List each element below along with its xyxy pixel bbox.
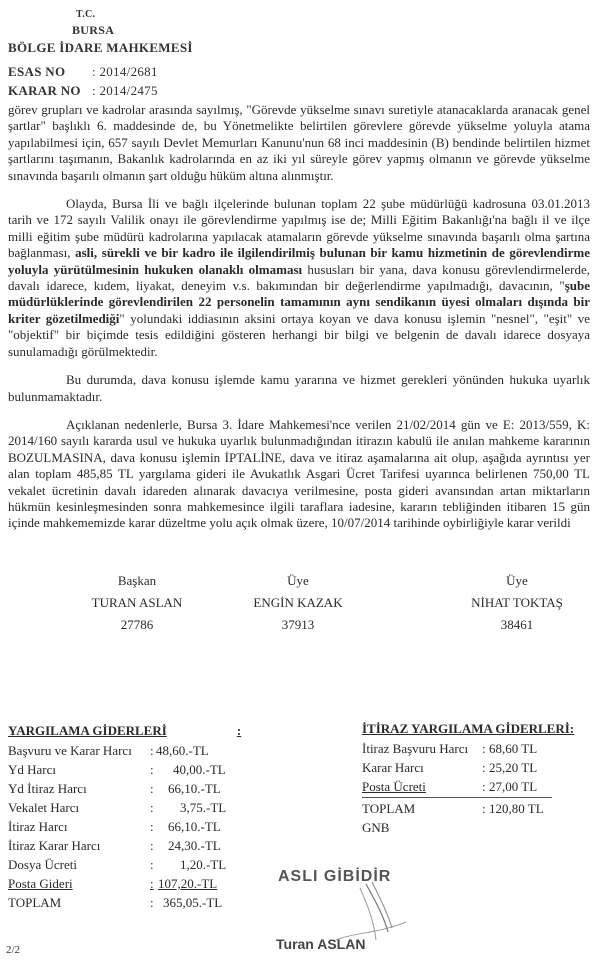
signature-role: Üye [287,573,309,588]
paragraph-3: Bu durumda, dava konusu işlemde kamu yararına ve hizmet gerekleri yönünden hukuka uyarlık bulunmamaktadır. [8,372,590,404]
paragraph-2-part-c: hususları bir yana, dava konusu görevlendirmelerde, davalı idarece, kıdem, liyakat, deneyim v.s. bakımından bir değerlendirme yapılmadığı, davacının, " [8,261,590,294]
esas-label: ESAS NO [8,64,66,79]
header-city: BURSA [72,23,115,37]
signature-name: TURAN ASLAN [91,595,183,610]
cost-row: İtiraz Karar Harcı : 24,30.-TL [8,838,221,853]
cost-row-total: TOPLAM : 365,05.-TL [8,895,223,910]
paragraph-2-part-d: " yolundaki iddiasının aksini ortaya koyan ve dava konusu işlemin "nesnel", "eşit" ve "objektif" bir biçimde tesis edildiğini gösteren herhangi bir bilgi ve belgenin de davalı idarece dosyaya sunulamadığı görülmektedir. [8,310,590,359]
signature-president [52,570,222,636]
total-divider [362,797,552,798]
esas-value: : 2014/2681 [92,64,158,79]
signature-member-2 [432,570,600,636]
header-court-name: BÖLGE İDARE MAHKEMESİ [8,40,193,55]
costs-left-title: YARGILAMA GİDERLERİ : [8,723,242,738]
signature-role: Üye [506,573,528,588]
paragraph-2 [8,196,590,360]
signature-id: 38461 [500,617,534,632]
body-text [8,102,590,532]
signature-member-1 [213,570,383,636]
header-tc: T.C. [76,9,96,20]
paragraph-2-bold-2: şube müdürlüklerinde görevlendirilen 22 personelin tamamının aynı sendikanın üyesi olmaları dışında bir kriter gözetilmediği [8,278,590,326]
costs-left-table [8,721,278,912]
cost-row-total: TOPLAM : 120,80 TL [362,801,544,816]
paragraph-4: Açıklanan nedenlerle, Bursa 3. İdare Mahkemesi'nce verilen 21/02/2014 gün ve E: 2013/559, K: 2014/160 sayılı kararda usul ve hukuka uyarlık bulunmadığından itirazın kabulü ile anılan mahkeme kararının BOZULMASINA, dava konusu işlemin İPTALİNE, dava ve itiraz aşamalarına ait olup, aşağıda ayrıntısı yer alan toplam 485,85 TL yargılama gideri ile Avukatlık Asgari Ücret Tarifesi uyarınca belirlenen 750,00 TL vekalet ücretinin davalı idareden alınarak davacıya verilmesine, posta gideri avansından artan miktarların hükmün kesinleşmesinden sonra mahkemesince ilgili taraflara iadesine, kararın tebliğinden itibaren 15 gün içinde mahkememizde karar düzeltme yolu açık olmak üzere, 10/07/2014 tarihinde oybirliğiyle karar verildi [8,416,590,531]
cost-row: Karar Harcı : 25,20 TL [362,760,538,775]
cost-row: Yd İtiraz Harcı : 66,10.-TL [8,781,221,796]
signature-name: NİHAT TOKTAŞ [471,595,563,610]
costs-right-table [362,719,594,838]
cost-row: Posta Gideri : 107,20.-TL [8,876,218,891]
costs-right-title: İTİRAZ YARGILAMA GİDERLERİ: [362,721,575,736]
cost-row: Yd Harcı : 40,00.-TL [8,762,226,777]
cost-row: Başvuru ve Karar Harcı : 48,60.-TL [8,743,209,758]
karar-value: : 2014/2475 [92,83,158,98]
cost-row: İtiraz Başvuru Harcı : 68,60 TL [362,741,538,756]
cost-row: Dosya Ücreti : 1,20.-TL [8,857,227,872]
signer-name: Turan ASLAN [276,936,366,952]
signature-name: ENGİN KAZAK [253,595,343,610]
costs-right-note: GNB [362,820,390,835]
karar-label: KARAR NO [8,83,81,98]
signature-id: 27786 [120,617,154,632]
cost-row: Posta Ücreti : 27,00 TL [362,779,538,794]
paragraph-1: görev grupları ve kadrolar arasında sayılmış, "Görevde yükselme sınavı suretiyle atanacaklarda aranacak genel şartlar" başlıklı 6. maddesinde de, bu Yönetmelikte belirtilen görevlere görevde yükselme yoluyla atama yapılabilmesi için, 657 sayılı Devlet Memurları Kanunu'nun 68 inci maddesinin (B) bendinde belirtilen hizmet şartlarını taşımanın, Bakanlık kadrolarında en az iki yıl süreyle görev yapmış olmanın ve görevde yükselme sınavında başarılı olmanın şart olduğu hüküm altına alınmıştır. [8,102,590,183]
signature-id: 37913 [281,617,315,632]
header-esas-row [8,64,158,80]
page-number: 2/2 [6,944,21,956]
cost-row: İtiraz Harcı : 66,10.-TL [8,819,221,834]
stamp-text: ASLI GİBİDİR [278,868,392,885]
header-karar-row [8,83,158,99]
paragraph-2-part-a: Olayda, Bursa İli ve bağlı ilçelerinde bulunan toplam 22 şube müdürlüğü kadrosuna 03.01.2013 tarih ve 172 sayılı Valilik onayı ile görevlendirme yapılmış ise de; Milli Eğitim Bakanlığı'na bağlı il ve ilçe milli eğitim şube müdürü kadrolarına yapılacak atamaların görevde yükselme sınavında başarılı olma şartına bağlanması, [8,196,590,261]
signature-role: Başkan [117,573,157,588]
cost-row: Vekalet Harcı : 3,75.-TL [8,800,227,815]
paragraph-2-bold-1: asli, sürekli ve bir kadro ile ilgilendirilmiş bulunan bir kamu hizmetinin de görevlendirme yoluyla yürütülmesinin hukuken olanaklı olmaması [8,245,590,277]
